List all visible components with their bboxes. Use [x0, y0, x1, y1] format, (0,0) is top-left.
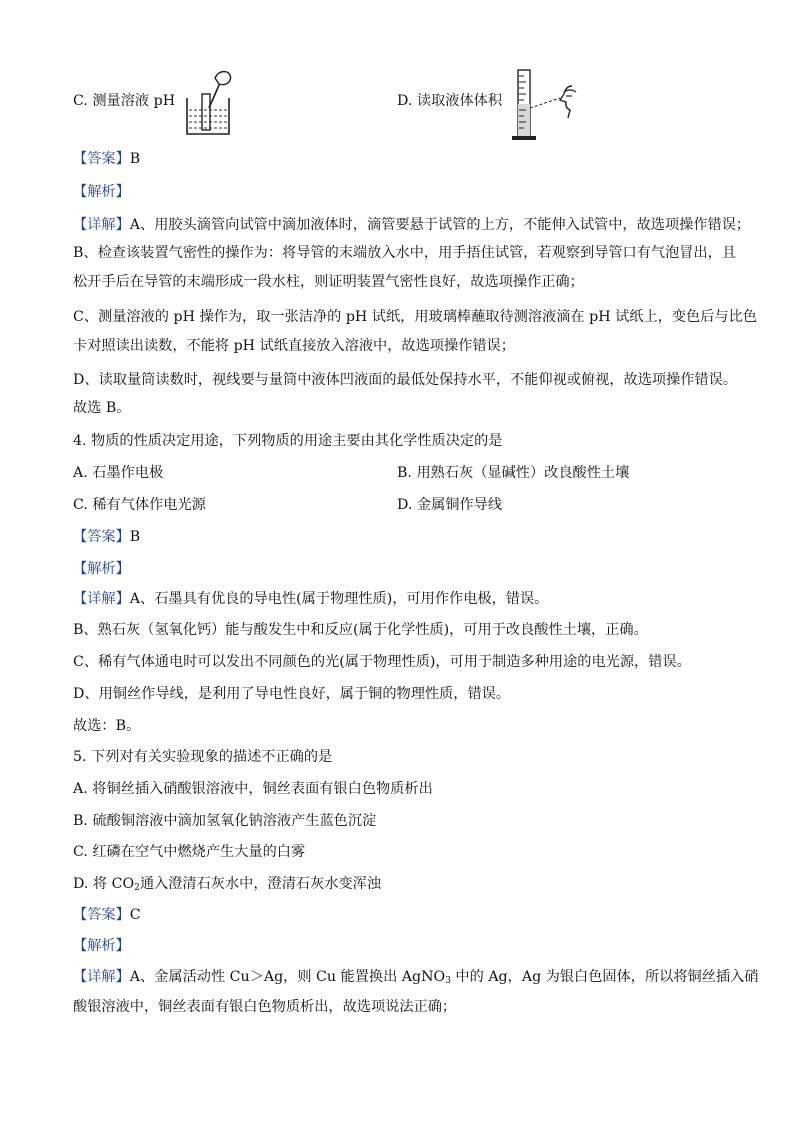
q4-conclusion: 故选：B。	[73, 718, 141, 734]
q5-detail-line: 酸银溶液中，铜丝表面有银白色物质析出，故选项说法正确；	[73, 999, 457, 1015]
q4-answer: 【答案】B	[73, 529, 141, 545]
q3-analysis-heading: 【解析】	[73, 184, 130, 200]
q5-answer: 【答案】C	[73, 907, 141, 923]
detail-tag: 【详解】	[73, 217, 130, 233]
q3-option-c: C. 测量溶液 pH	[73, 93, 176, 109]
q5-option-a: A. 将铜丝插入硝酸银溶液中，铜丝表面有银白色物质析出	[73, 781, 433, 797]
answer-value: C	[129, 907, 141, 923]
q4-detail-line: B、熟石灰（氢氧化钙）能与酸发生中和反应(属于化学性质)，可用于改良酸性土壤，正确。	[73, 622, 648, 638]
q3-detail-line: D、读取量筒读数时，视线要与量筒中液体凹液面的最低处保持水平，不能仰视或俯视，故选项操作错误。	[73, 372, 738, 388]
answer-value: B	[129, 529, 141, 545]
ph-measurement-figure	[183, 68, 235, 140]
q3-detail-line: C、测量溶液的 pH 操作为，取一张洁净的 pH 试纸，用玻璃棒蘸取待测溶液滴在 pH 试纸上，变色后与比色	[73, 309, 757, 325]
q5-option-c: C. 红磷在空气中燃烧产生大量的白雾	[73, 844, 306, 860]
q4-option-c: C. 稀有气体作电光源	[73, 497, 206, 513]
q5-analysis-heading: 【解析】	[73, 938, 130, 954]
q5-option-b: B. 硫酸铜溶液中滴加氢氧化钠溶液产生蓝色沉淀	[73, 813, 377, 829]
q3-detail-line: 【详解】A、用胶头滴管向试管中滴加液体时，滴管要悬于试管的上方，不能伸入试管中，故选项操作错误；	[73, 217, 751, 233]
q3-detail-line: 松开手后在导管的末端形成一段水柱，则证明装置气密性良好，故选项操作正确；	[73, 274, 584, 290]
q3-option-d: D. 读取液体体积	[397, 93, 503, 109]
q5-option-d: D. 将 $CO_2$通入澄清石灰水中，澄清石灰水变浑浊	[73, 876, 382, 893]
q4-detail-line: D、用铜丝作导线，是利用了导电性良好，属于铜的物理性质，错误。	[73, 686, 511, 702]
q4-option-d: D. 金属铜作导线	[397, 497, 503, 513]
q4-analysis-heading: 【解析】	[73, 561, 130, 577]
q4-option-a: A. 石墨作电极	[73, 465, 164, 481]
q4-option-b: B. 用熟石灰（显碱性）改良酸性土壤	[397, 465, 630, 481]
q3-detail-line: 卡对照读出读数，不能将 pH 试纸直接放入溶液中，故选项操作错误；	[73, 338, 515, 354]
answer-tag: 【答案】	[73, 151, 130, 167]
answer-value: B	[129, 151, 141, 167]
q5-stem: 5. 下列对有关实验现象的描述不正确的是	[73, 749, 333, 765]
q3-detail-line: B、检查该装置气密性的操作为：将导管的末端放入水中，用手捂住试管，若观察到导管口有气泡冒出，且	[73, 245, 737, 261]
q5-detail-line: 【详解】A、金属活动性 Cu＞Ag，则 Cu 能置换出 AgNO$_3$ 中的 Ag，Ag 为银白色固体，所以将铜丝插入硝	[73, 969, 759, 986]
q4-detail-line: 【详解】A、石墨具有优良的导电性(属于物理性质)，可用作作电极，错误。	[73, 591, 549, 607]
q4-detail-line: C、稀有气体通电时可以发出不同颜色的光(属于物理性质)，可用于制造多种用途的电光源，错误。	[73, 654, 691, 670]
q3-answer	[73, 150, 140, 168]
q4-stem: 4. 物质的性质决定用途，下列物质的用途主要由其化学性质决定的是	[73, 433, 503, 449]
q3-conclusion: 故选 B。	[73, 400, 131, 416]
read-volume-figure	[510, 64, 590, 144]
